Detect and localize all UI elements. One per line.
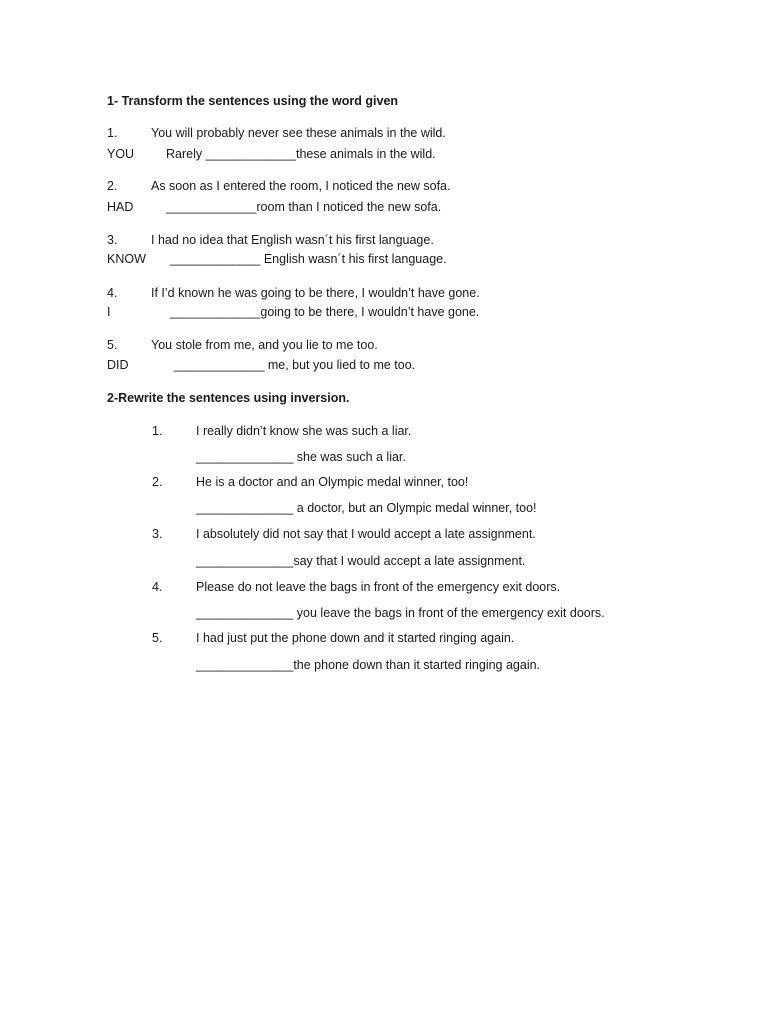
s2-item1-sentence: I really didn’t know she was such a liar.: [196, 424, 412, 438]
s1-item5-number: 5.: [107, 338, 118, 352]
s1-item2-number: 2.: [107, 179, 118, 193]
s1-item3-number: 3.: [107, 233, 118, 247]
s2-item4-rewrite: ______________ you leave the bags in front of the emergency exit doors.: [196, 606, 605, 620]
section1-heading: 1- Transform the sentences using the word given: [107, 94, 399, 108]
section2-heading: 2-Rewrite the sentences using inversion.: [107, 391, 350, 405]
s1-item3-sentence: I had no idea that English wasn´t his first language.: [151, 233, 434, 247]
s2-item2-sentence: He is a doctor and an Olympic medal winner, too!: [196, 475, 469, 489]
s2-item5-number: 5.: [152, 631, 163, 645]
s2-item5-sentence: I had just put the phone down and it started ringing again.: [196, 631, 515, 645]
s1-item4-keyword: I: [107, 305, 111, 319]
s1-item1-sentence: You will probably never see these animals in the wild.: [151, 126, 446, 140]
s1-item2-keyword: HAD: [107, 200, 134, 214]
s2-item4-number: 4.: [152, 580, 163, 594]
s2-item1-number: 1.: [152, 424, 163, 438]
s2-item3-number: 3.: [152, 527, 163, 541]
s1-item2-rewrite: _____________room than I noticed the new sofa.: [166, 200, 442, 214]
s2-item2-rewrite: ______________ a doctor, but an Olympic medal winner, too!: [196, 501, 537, 515]
s1-item4-number: 4.: [107, 286, 118, 300]
s2-item3-rewrite: ______________say that I would accept a late assignment.: [196, 554, 526, 568]
s1-item1-number: 1.: [107, 126, 118, 140]
s1-item5-keyword: DID: [107, 358, 129, 372]
s2-item1-rewrite: ______________ she was such a liar.: [196, 450, 406, 464]
s2-item3-sentence: I absolutely did not say that I would accept a late assignment.: [196, 527, 536, 541]
s1-item4-sentence: If I’d known he was going to be there, I wouldn’t have gone.: [151, 286, 480, 300]
s1-item5-sentence: You stole from me, and you lie to me too.: [151, 338, 378, 352]
s1-item4-rewrite: _____________going to be there, I wouldn’t have gone.: [170, 305, 480, 319]
s1-item5-rewrite: _____________ me, but you lied to me too.: [174, 358, 416, 372]
s1-item2-sentence: As soon as I entered the room, I noticed the new sofa.: [151, 179, 451, 193]
s1-item1-rewrite: Rarely _____________these animals in the wild.: [166, 147, 436, 161]
s1-item3-keyword: KNOW: [107, 252, 146, 266]
s2-item2-number: 2.: [152, 475, 163, 489]
s1-item1-keyword: YOU: [107, 147, 135, 161]
s2-item4-sentence: Please do not leave the bags in front of the emergency exit doors.: [196, 580, 561, 594]
s1-item3-rewrite: _____________ English wasn´t his first language.: [170, 252, 447, 266]
s2-item5-rewrite: ______________the phone down than it started ringing again.: [196, 658, 541, 672]
